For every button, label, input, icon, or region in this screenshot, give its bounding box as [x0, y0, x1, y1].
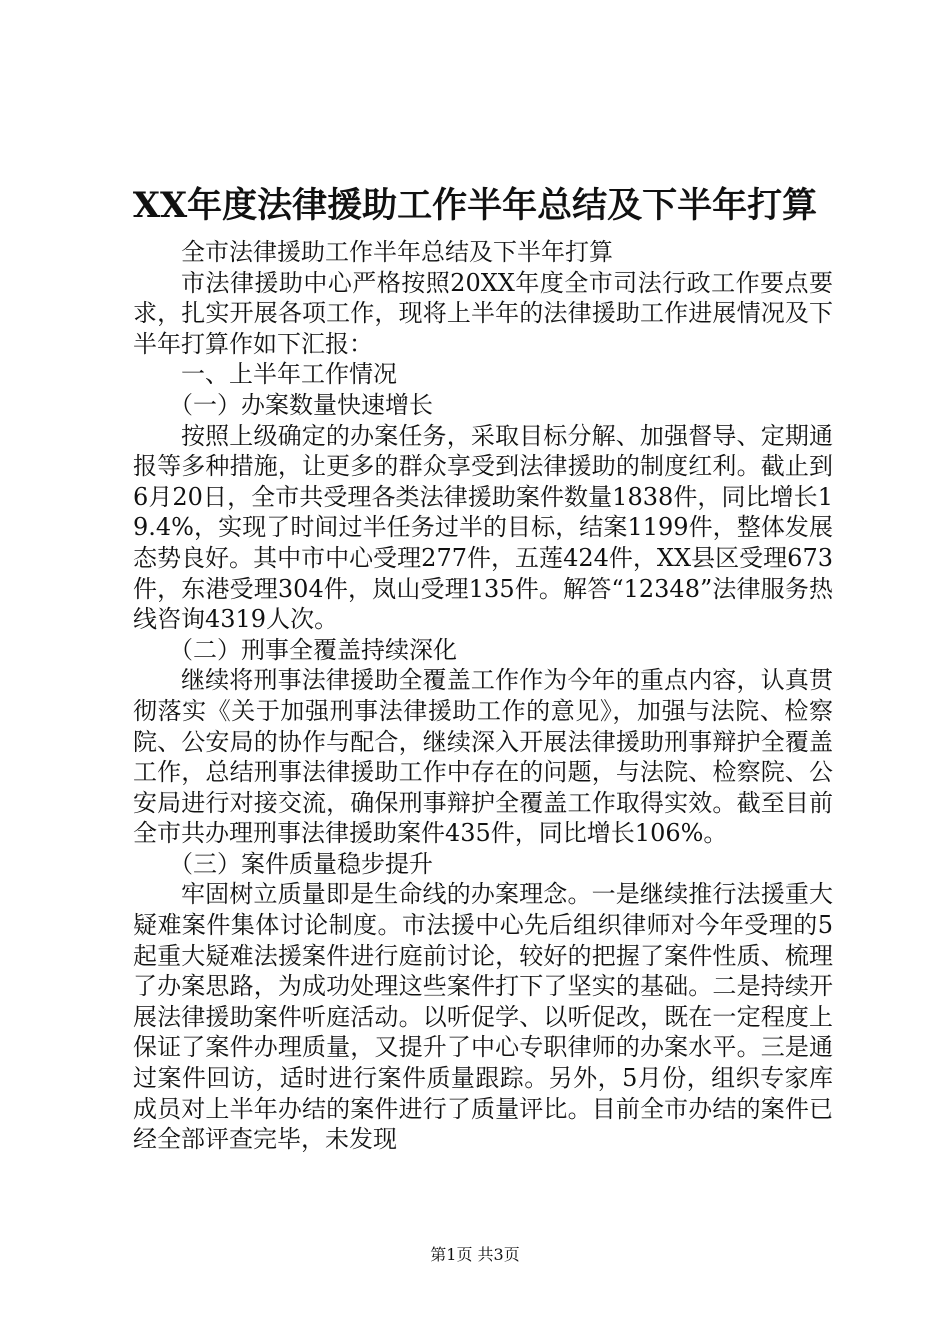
page-footer: 第1页 共3页	[430, 1245, 520, 1264]
subsection-heading: （一）办案数量快速增长	[169, 390, 433, 419]
intro-paragraph: 市法律援助中心严格按照20XX年度全市司法行政工作要点要求，扎实开展各项工作，现将上半年的法律援助工作进展情况及下半年打算作如下汇报：	[133, 268, 833, 358]
subsection-heading: （三）案件质量稳步提升	[169, 849, 433, 878]
document-title: XX年度法律援助工作半年总结及下半年打算	[132, 185, 818, 226]
subtitle-paragraph: 全市法律援助工作半年总结及下半年打算	[181, 238, 613, 266]
body-paragraph: 牢固树立质量即是生命线的办案理念。一是继续推行法援重大疑难案件集体讨论制度。市法援中心先后组织律师对今年受理的5起重大疑难法援案件进行庭前讨论，较好的把握了案件性质、梳理了办案思路，为成功处理这些案件打下了坚实的基础。二是持续开展法律援助案件听庭活动。以听促学、以听促改，既在一定程度上保证了案件办理质量，又提升了中心专职律师的办案水平。三是通过案件回访，适时进行案件质量跟踪。另外，5月份，组织专家库成员对上半年办结的案件进行了质量评比。目前全市办结的案件已经全部评查完毕，未发现	[133, 880, 833, 1154]
body-paragraph: 继续将刑事法律援助全覆盖工作作为今年的重点内容，认真贯彻落实《关于加强刑事法律援助工作的意见》，加强与法院、检察院、公安局的协作与配合，继续深入开展法律援助刑事辩护全覆盖工作，总结刑事法律援助工作中存在的问题，与法院、检察院、公安局进行对接交流，确保刑事辩护全覆盖工作取得实效。截至目前全市共办理刑事法律援助案件435件，同比增长106%。	[133, 666, 833, 848]
document-body	[133, 237, 833, 1155]
body-paragraph: 按照上级确定的办案任务，采取目标分解、加强督导、定期通报等多种措施，让更多的群众享受到法律援助的制度红利。截止到6月20日，全市共受理各类法律援助案件数量1838件，同比增长19.4%，实现了时间过半任务过半的目标，结案1199件，整体发展态势良好。其中市中心受理277件，五莲424件，XX县区受理673件，东港受理304件，岚山受理135件。解答“12348”法律服务热线咨询4319人次。	[133, 421, 833, 634]
section-heading: 一、上半年工作情况	[181, 360, 397, 389]
subsection-heading: （二）刑事全覆盖持续深化	[169, 635, 457, 664]
